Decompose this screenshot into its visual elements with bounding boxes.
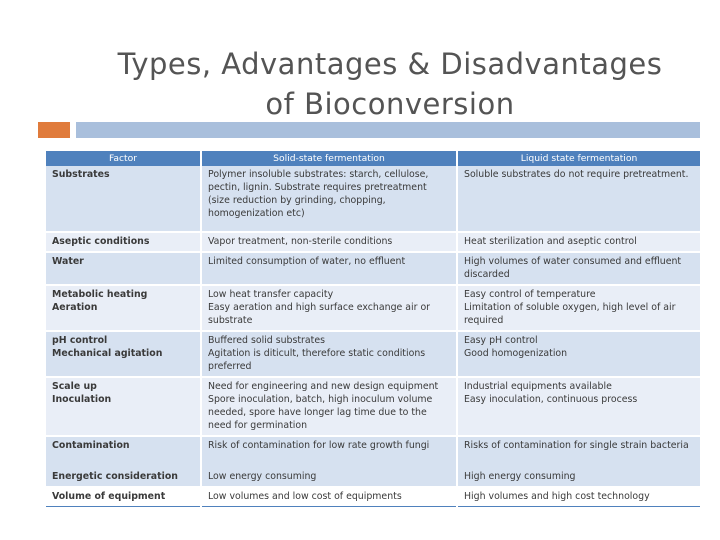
liquid-text: Easy control of temperature	[464, 289, 596, 300]
liquid-cell	[457, 252, 700, 285]
table-header-row	[46, 151, 700, 166]
solid-text: Low energy consuming	[208, 471, 317, 482]
liquid-cell	[457, 377, 700, 436]
table-row	[46, 487, 700, 507]
liquid-text: High volumes and high cost technology	[464, 491, 650, 502]
factor-label: Metabolic heating	[52, 289, 148, 300]
liquid-text: High volumes of water consumed and effluent discarded	[464, 256, 682, 280]
liquid-cell	[457, 331, 700, 377]
factor-label: Volume of equipment	[52, 491, 166, 502]
solid-text: Risk of contamination for low rate growth fungi	[208, 440, 430, 451]
solid-cell	[201, 166, 457, 232]
liquid-text: Industrial equipments available	[464, 381, 612, 392]
solid-text: Vapor treatment, non-sterile conditions	[208, 236, 393, 247]
factor-cell	[46, 487, 201, 507]
table-row	[46, 331, 700, 377]
solid-text: Easy aeration and high surface exchange air or substrate	[208, 302, 431, 326]
liquid-cell	[457, 487, 700, 507]
factor-cell	[46, 232, 201, 252]
liquid-text: High energy consuming	[464, 471, 576, 482]
header-solid-state: Solid-state fermentation	[201, 151, 457, 166]
slide-title	[60, 44, 720, 124]
liquid-text: Soluble substrates do not require pretreatment.	[464, 169, 689, 180]
solid-cell	[201, 436, 457, 487]
solid-text: Limited consumption of water, no effluent	[208, 256, 406, 267]
solid-text: Agitation is diticult, therefore static conditions preferred	[208, 348, 426, 372]
liquid-text: Easy pH control	[464, 335, 538, 346]
factor-label: Substrates	[52, 169, 110, 180]
liquid-text: Heat sterilization and aseptic control	[464, 236, 637, 247]
factor-label: Mechanical agitation	[52, 348, 163, 359]
solid-cell	[201, 232, 457, 252]
table-row	[46, 166, 700, 232]
solid-cell	[201, 331, 457, 377]
slide-title-line-2: of Bioconversion	[265, 87, 515, 121]
accent-bar-blue	[76, 122, 700, 138]
solid-text: Spore inoculation, batch, high inoculum volume needed, spore have longer lag time due to the need for germination	[208, 394, 433, 431]
solid-text: Polymer insoluble substrates: starch, cellulose, pectin, lignin. Substrate requires pretreatment (size reduction by grinding, chopping, homogenization etc)	[208, 169, 429, 219]
liquid-text: Risks of contamination for single strain bacteria	[464, 440, 689, 451]
table-row	[46, 252, 700, 285]
factor-label: Scale up	[52, 381, 97, 392]
solid-cell	[201, 252, 457, 285]
solid-text: Buffered solid substrates	[208, 335, 325, 346]
solid-cell	[201, 487, 457, 507]
liquid-text: Good homogenization	[464, 348, 568, 359]
header-liquid-state: Liquid state fermentation	[457, 151, 700, 166]
solid-text: Need for engineering and new design equipment	[208, 381, 439, 392]
accent-bar-orange	[38, 122, 70, 138]
liquid-cell	[457, 166, 700, 232]
factor-label: Water	[52, 256, 84, 267]
factor-cell	[46, 285, 201, 331]
factor-label: pH control	[52, 335, 108, 346]
liquid-text: Easy inoculation, continuous process	[464, 394, 638, 405]
table-row	[46, 377, 700, 436]
factor-label: Contamination	[52, 440, 130, 451]
factor-label: Inoculation	[52, 394, 112, 405]
factor-label: Aeration	[52, 302, 98, 313]
header-factor: Factor	[46, 151, 201, 166]
table-row	[46, 436, 700, 487]
factor-label: Energetic consideration	[52, 471, 178, 482]
factor-label: Aseptic conditions	[52, 236, 150, 247]
factor-cell	[46, 377, 201, 436]
factor-cell	[46, 166, 201, 232]
solid-cell	[201, 377, 457, 436]
table-row	[46, 232, 700, 252]
solid-text: Low volumes and low cost of equipments	[208, 491, 402, 502]
liquid-cell	[457, 285, 700, 331]
solid-text: Low heat transfer capacity	[208, 289, 334, 300]
solid-cell	[201, 285, 457, 331]
factor-cell	[46, 252, 201, 285]
liquid-cell	[457, 232, 700, 252]
slide-title-line-1: Types, Advantages & Disadvantages	[117, 47, 663, 81]
comparison-table	[46, 151, 700, 507]
liquid-text: Limitation of soluble oxygen, high level of air required	[464, 302, 676, 326]
table-row	[46, 285, 700, 331]
factor-cell	[46, 436, 201, 487]
factor-cell	[46, 331, 201, 377]
liquid-cell	[457, 436, 700, 487]
